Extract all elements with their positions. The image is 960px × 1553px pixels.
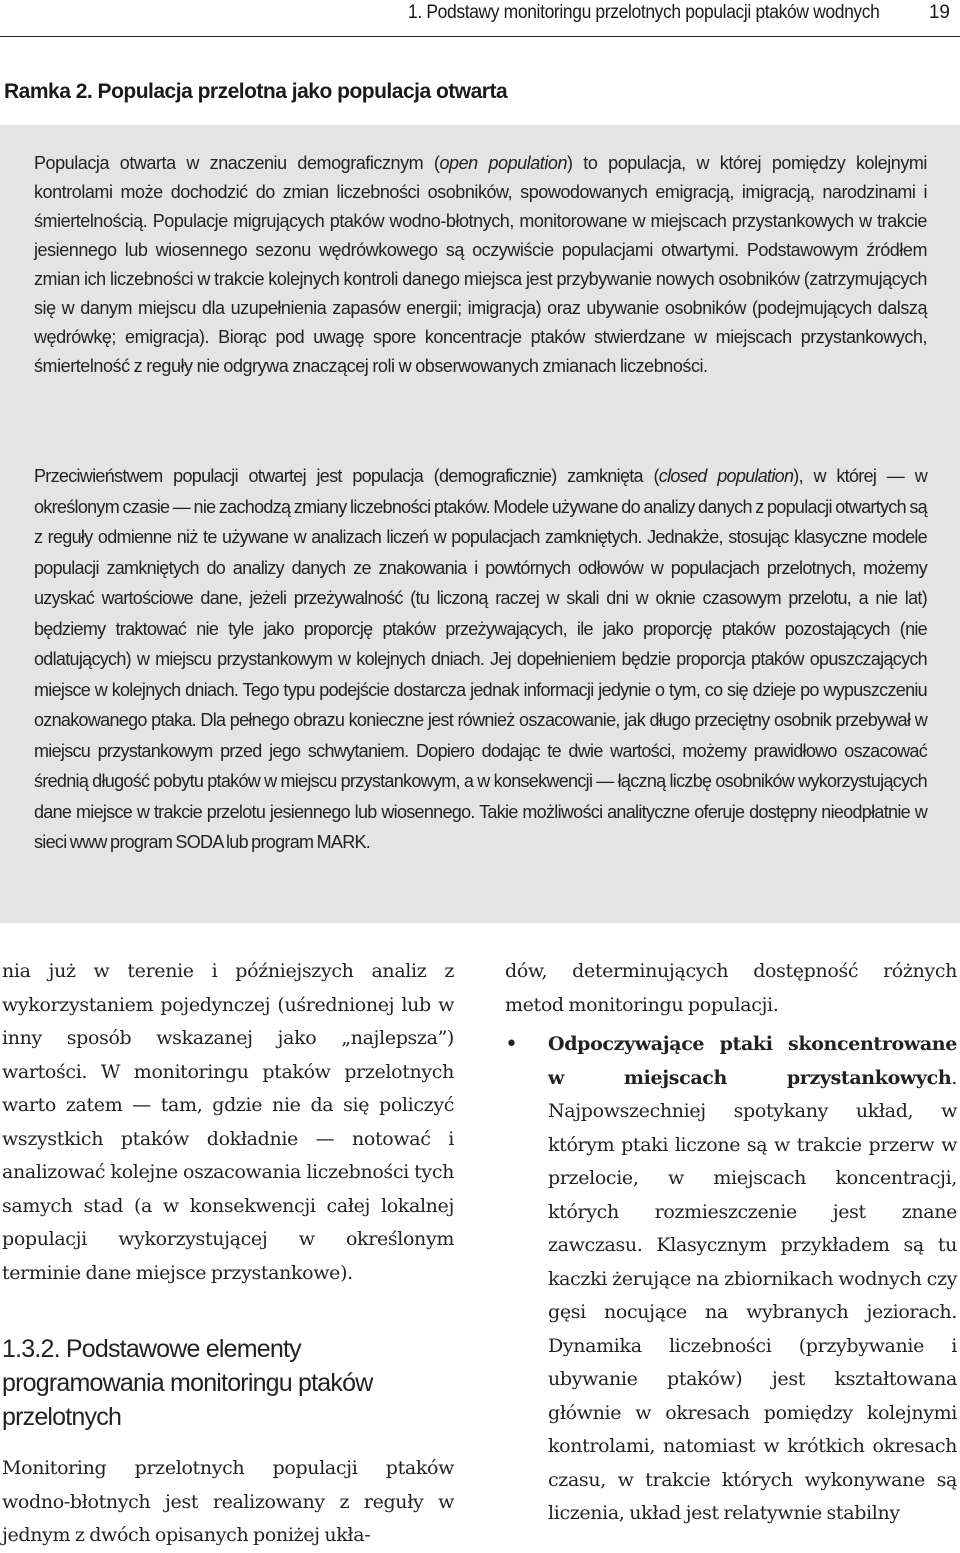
left-paragraph-1: nia już w terenie i późniejszych analiz z wykorzystaniem pojedynczej (uśrednionej lub w inny sposób wskazanej jako „najlepsza”) wartości. W monitoringu ptaków przelotnych warto zatem — tam, gdzie nie da się policzyć wszystkich ptaków dokładnie — notować i analizować kolejne oszacowania liczebności tych samych stad (a w konsekwencji całej lokalnej populacji wykorzystującej w określonym terminie dane miejsce przystankowe). <box>2 960 454 1284</box>
box-paragraph-1 <box>34 149 927 381</box>
box-p1-term: open population <box>439 153 568 173</box>
left-column <box>2 955 454 1553</box>
bullet-text: . Najpowszechniej spotykany układ, w którym ptaki liczone są w trakcie przerw w przelocie, w miejscach koncentracji, których rozmieszczenie jest znane zawczasu. Klasycznym przykładem są tu kaczki żerujące na zbiornikach wodnych czy gęsi nocujące na wybranych jeziorach. Dynamika liczebności (przybywanie i ubywanie ptaków) jest kształtowana głównie w okresach pomiędzy kolejnymi kontrolami, natomiast w krótkich okresach czasu, w trakcie których wykonywane są liczenia, układ jest relatywnie stabilny <box>548 1066 957 1524</box>
box-p2-text-b: ), w której — w określonym czasie — nie zachodzą zmiany liczebności ptaków. Modele używane do analizy danych z populacji otwartych są z reguły odmienne niż te używane w analizach liczeń w populacjach zamkniętych. Jednakże, stosując klasyczne modele populacji zamkniętych do analizy danych ze znakowania i powtórnych odłowów w populacjach przelotnych, możemy uzyskać wartościowe dane, jeżeli przeżywalność (tu liczoną raczej w skali dni w oknie czasowym przelotu, a nie lat) będziemy traktować nie tyle jako proporcję ptaków przeżywających, ile jako proporcję ptaków pozostających (nie odlatujących) w miejscu przystankowym w kolejnych dniach. Jej dopełnieniem będzie proporcja ptaków opuszczających miejsce w kolejnych dniach. Tego typu podejście dostarcza jednak informacji jedynie o tym, co się dzieje po wypuszczeniu oznakowanego ptaka. Dla pełnego obrazu konieczne jest również oszacowanie, jak długo przeciętny osobnik przebywał w miejscu przystankowym przed jego schwytaniem. Dopiero dodając te dwie wartości, możemy prawidłowo oszacować średnią długość pobytu ptaków w miejscu przystankowym, a w konsekwencji — łączną liczbę osobników wykorzystujących dane miejsce w trakcie przelotu jesiennego lub wiosennego. Takie możliwości analityczne oferuje dostępny nieodpłatnie w sieci www program SODA lub program MARK. <box>34 466 927 852</box>
section-heading: 1.3.2. Podstawowe elementy programowania monitoringu ptaków przelotnych <box>2 1335 373 1431</box>
bullet-heading: Odpoczywające ptaki skoncentrowane w miejscach przystankowych <box>548 1033 957 1089</box>
info-box <box>0 125 960 923</box>
box-p2-text-a: Przeciwieństwem populacji otwartej jest populacja (demograficznie) zamknięta ( <box>34 466 659 486</box>
bullet-item <box>505 1028 957 1531</box>
box-p1-text-a: Populacja otwarta w znaczeniu demograficznym ( <box>34 153 440 173</box>
bullet-icon: • <box>505 1032 518 1057</box>
right-column <box>505 955 957 1531</box>
left-paragraph-2: Monitoring przelotnych populacji ptaków wodno-błotnych jest realizowany z reguły w jednym z dwóch opisanych poniżej ukła- <box>2 1457 454 1546</box>
box-p1-text-b: ) to populacja, w której pomiędzy kolejnymi kontrolami może dochodzić do zmian liczebności osobników, spowodowanych emigracją, imigracją, narodzinami i śmiertelnością. Populacje migrujących ptaków wodno-błotnych, monitorowane w miejscach przystankowych w trakcie jesiennego lub wiosennego sezonu wędrówkowego są oczywiście populacjami otwartymi. Podstawowym źródłem zmian ich liczebności w trakcie kolejnych kontroli danego miejsca jest przybywanie nowych osobników (zatrzymujących się w danym miejscu dla uzupełnienia zapasów energii; imigracja) oraz ubywanie osobników (podejmujących dalszą wędrówkę; emigracja). Biorąc pod uwagę spore koncentracje ptaków stwierdzane w miejscach przystankowych, śmiertelność z reguły nie odgrywa znaczącej roli w obserwowanych zmianach liczebności. <box>34 153 927 376</box>
box-paragraph-2 <box>34 461 927 858</box>
page-number: 19 <box>928 2 950 23</box>
running-header-title: 1. Podstawy monitoringu przelotnych populacji ptaków wodnych <box>408 2 880 23</box>
box-p2-term: closed population <box>658 466 794 486</box>
right-paragraph-1: dów, determinujących dostępność różnych metod monitoringu populacji. <box>505 960 957 1016</box>
running-header <box>0 0 960 44</box>
box-title: Ramka 2. Populacja przelotna jako populacja otwarta <box>4 80 508 103</box>
header-rule <box>0 36 960 37</box>
